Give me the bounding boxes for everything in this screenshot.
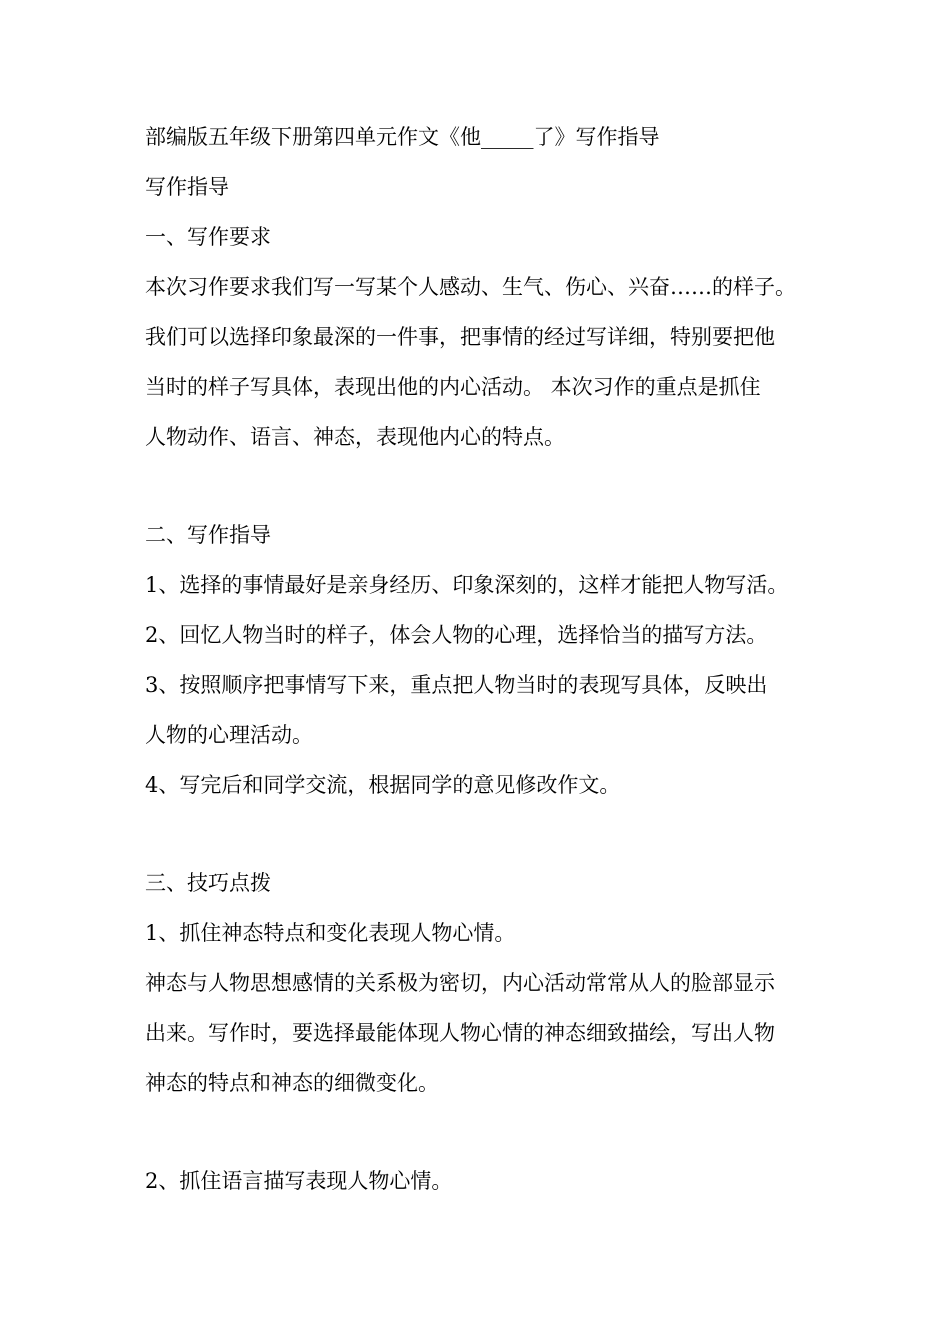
section-3-item-1-title: 1、抓住神态特点和变化表现人物心情。 xyxy=(145,921,516,945)
section-2-line-2: 2、回忆人物当时的样子，体会人物的心理，选择恰当的描写方法。 xyxy=(145,623,768,647)
section-3-item-2-title: 2、抓住语言描写表现人物心情。 xyxy=(145,1169,453,1193)
section-1-line-3: 当时的样子写具体，表现出他的内心活动。 本次习作的重点是抓住 xyxy=(145,375,761,399)
section-3-item-1-line-3: 神态的特点和神态的细微变化。 xyxy=(145,1071,439,1095)
section-2-heading: 二、写作指导 xyxy=(145,523,271,547)
section-3-item-1-line-1: 神态与人物思想感情的关系极为密切，内心活动常常从人的脸部显示 xyxy=(145,971,775,995)
section-3-item-1-line-2: 出来。写作时，要选择最能体现人物心情的神态细致描绘，写出人物 xyxy=(145,1021,775,1045)
section-2-line-1: 1、选择的事情最好是亲身经历、印象深刻的，这样才能把人物写活。 xyxy=(145,573,789,597)
document-title: 部编版五年级下册第四单元作文《他_____了》写作指导 xyxy=(145,125,660,149)
section-1-heading: 一、写作要求 xyxy=(145,225,271,249)
section-2-line-3: 3、按照顺序把事情写下来，重点把人物当时的表现写具体，反映出 xyxy=(145,673,768,697)
section-2-line-5: 4、写完后和同学交流，根据同学的意见修改作文。 xyxy=(145,773,621,797)
section-2-line-4: 人物的心理活动。 xyxy=(145,723,313,747)
section-1-line-2: 我们可以选择印象最深的一件事，把事情的经过写详细，特别要把他 xyxy=(145,325,775,349)
section-3-heading: 三、技巧点拨 xyxy=(145,871,271,895)
document-heading: 写作指导 xyxy=(145,175,229,199)
section-1-line-4: 人物动作、语言、神态，表现他内心的特点。 xyxy=(145,425,565,449)
section-1-line-1: 本次习作要求我们写一写某个人感动、生气、伤心、兴奋……的样子。 xyxy=(145,275,796,299)
